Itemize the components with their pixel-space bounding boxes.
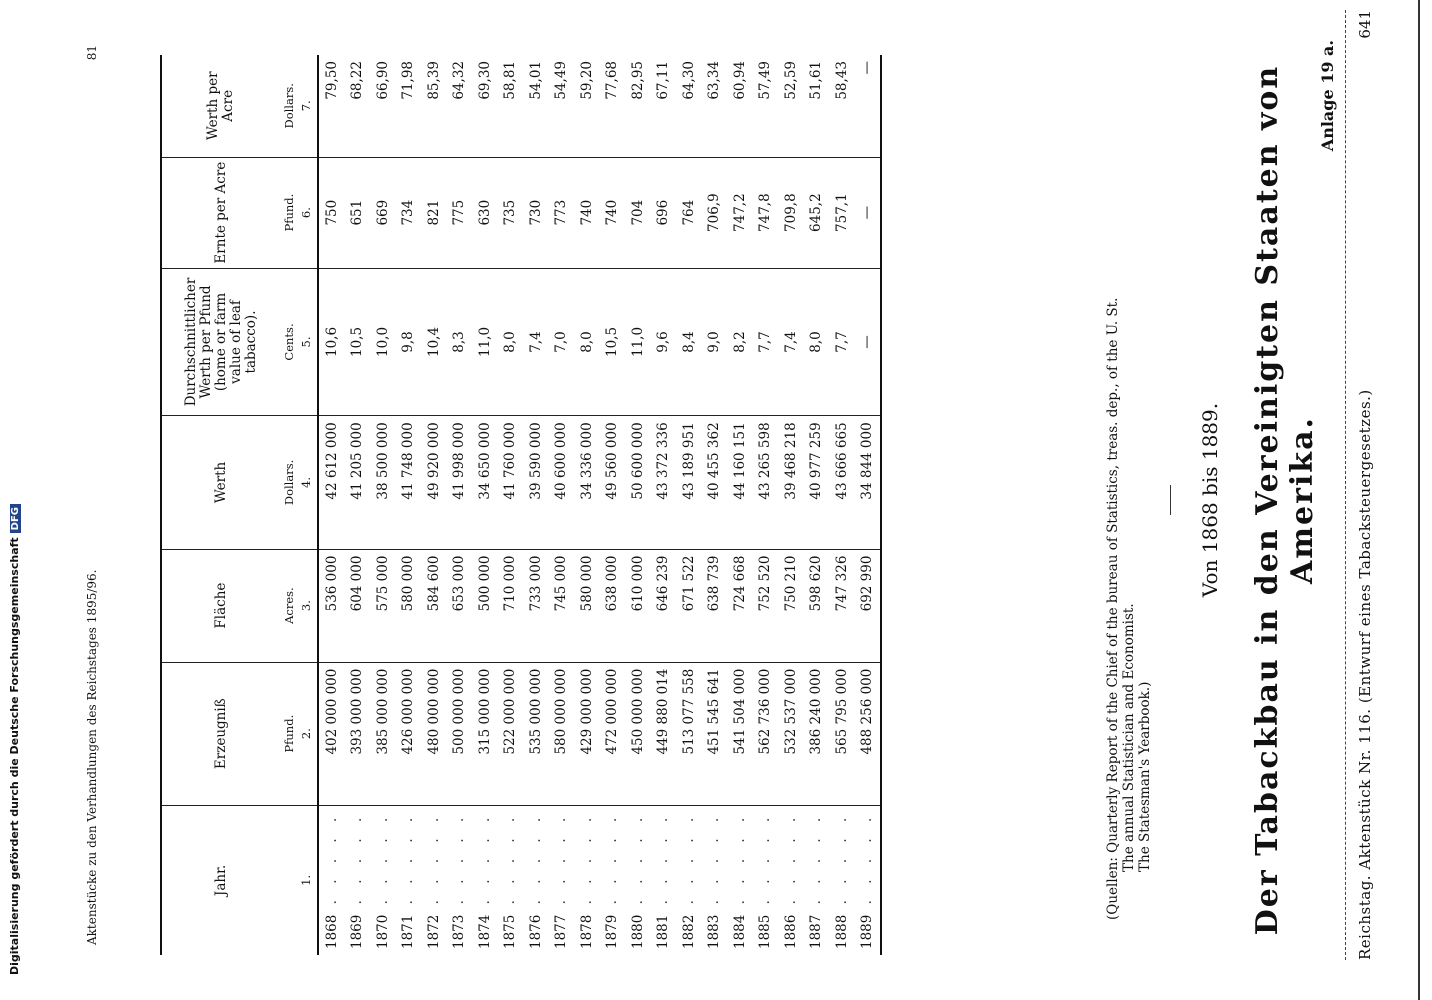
table-cell: 49 560 000 bbox=[600, 416, 626, 549]
table-cell: 7,4 bbox=[523, 268, 549, 416]
table-cell: 40 977 259 bbox=[804, 416, 830, 549]
year-cell: 1884 . . . . . bbox=[731, 811, 748, 949]
table-cell: 60,94 bbox=[727, 55, 753, 157]
page-subtitle: Von 1868 bis 1889. bbox=[1198, 402, 1222, 598]
table-units-row bbox=[280, 55, 299, 955]
table-cell: 750 210 bbox=[778, 549, 804, 662]
table-cell: — bbox=[855, 157, 882, 268]
col-header-yield: Ernte per Acre bbox=[161, 157, 280, 268]
table-cell: 764 bbox=[676, 157, 702, 268]
dot-leader: . . . . . bbox=[782, 811, 799, 915]
table-row bbox=[855, 55, 882, 955]
table-cell: 449 880 014 bbox=[651, 662, 677, 805]
unit-label: Acres. bbox=[280, 549, 299, 662]
dot-leader: . . . . . bbox=[451, 811, 468, 915]
dot-leader: . . . . . bbox=[655, 811, 672, 915]
col-header-production: Erzeugniß bbox=[161, 662, 280, 805]
table-cell: 584 600 bbox=[421, 549, 447, 662]
year-cell: 1871 . . . . . bbox=[400, 811, 417, 949]
table-cell: 645,2 bbox=[804, 157, 830, 268]
table-cell: 604 000 bbox=[345, 549, 371, 662]
table-cell: 41 998 000 bbox=[447, 416, 473, 549]
table-cell: 402 000 000 bbox=[318, 662, 345, 805]
table-cell: 472 000 000 bbox=[600, 662, 626, 805]
table-colnum-row bbox=[299, 55, 318, 955]
table-cell: 8,2 bbox=[727, 268, 753, 416]
year-cell: 1889 . . . . . bbox=[859, 811, 876, 949]
unit-label: Dollars. bbox=[280, 55, 299, 157]
table-cell: 57,49 bbox=[753, 55, 779, 157]
table-cell: 69,30 bbox=[472, 55, 498, 157]
table-cell: 522 000 000 bbox=[498, 662, 524, 805]
table-cell: 54,49 bbox=[549, 55, 575, 157]
dot-leader: . . . . . bbox=[425, 811, 442, 915]
table-cell: 49 920 000 bbox=[421, 416, 447, 549]
table-cell: 535 000 000 bbox=[523, 662, 549, 805]
table-cell: 77,68 bbox=[600, 55, 626, 157]
year-cell: 1885 . . . . . bbox=[757, 811, 774, 949]
table-cell: 8,0 bbox=[804, 268, 830, 416]
year-cell: 1883 . . . . . bbox=[706, 811, 723, 949]
table-cell: 747 326 bbox=[829, 549, 855, 662]
table-cell: 580 000 000 bbox=[549, 662, 575, 805]
table-body bbox=[318, 55, 881, 955]
table-cell: 773 bbox=[549, 157, 575, 268]
table-cell: 10,5 bbox=[600, 268, 626, 416]
table-cell: 63,34 bbox=[702, 55, 728, 157]
table-cell: 40 455 362 bbox=[702, 416, 728, 549]
table-cell: 64,32 bbox=[447, 55, 473, 157]
year-cell: 1876 . . . . . bbox=[527, 811, 544, 949]
dot-leader: . . . . . bbox=[502, 811, 519, 915]
column-number: 5. bbox=[299, 268, 318, 416]
table-cell: 426 000 000 bbox=[396, 662, 422, 805]
table-cell: 8,4 bbox=[676, 268, 702, 416]
table-cell: 740 bbox=[600, 157, 626, 268]
column-number: 2. bbox=[299, 662, 318, 805]
table-cell: 8,3 bbox=[447, 268, 473, 416]
dot-leader: . . . . . bbox=[578, 811, 595, 915]
table-cell: 386 240 000 bbox=[804, 662, 830, 805]
column-number: 7. bbox=[299, 55, 318, 157]
page-footer bbox=[85, 45, 99, 945]
table-cell: 54,01 bbox=[523, 55, 549, 157]
table-cell: 52,59 bbox=[778, 55, 804, 157]
year-cell: 1869 . . . . . bbox=[349, 811, 366, 949]
table-cell: 10,4 bbox=[421, 268, 447, 416]
table-row bbox=[804, 55, 830, 955]
table-row bbox=[600, 55, 626, 955]
table-cell: 43 265 598 bbox=[753, 416, 779, 549]
unit-label: Pfund. bbox=[280, 157, 299, 268]
table-cell: 7,0 bbox=[549, 268, 575, 416]
table-cell: 10,0 bbox=[370, 268, 396, 416]
tobacco-table bbox=[160, 55, 882, 955]
running-header bbox=[1356, 10, 1374, 960]
table-cell: 575 000 bbox=[370, 549, 396, 662]
table-cell: 669 bbox=[370, 157, 396, 268]
table-cell: 480 000 000 bbox=[421, 662, 447, 805]
table-cell: 9,8 bbox=[396, 268, 422, 416]
table-cell: 513 077 558 bbox=[676, 662, 702, 805]
table-cell: 8,0 bbox=[574, 268, 600, 416]
table-row bbox=[421, 55, 447, 955]
table-cell: 646 239 bbox=[651, 549, 677, 662]
footer-left-text: Aktenstücke zu den Verhandlungen des Reichstages 1895/96. bbox=[85, 569, 99, 945]
dot-leader: . . . . . bbox=[833, 811, 850, 915]
table-cell: 757,1 bbox=[829, 157, 855, 268]
table-cell: 638 739 bbox=[702, 549, 728, 662]
table-row bbox=[676, 55, 702, 955]
table-row bbox=[447, 55, 473, 955]
dot-leader: . . . . . bbox=[731, 811, 748, 915]
source-line: The annual Statistician and Economist. bbox=[1121, 603, 1137, 872]
table-cell: 41 748 000 bbox=[396, 416, 422, 549]
dot-leader: . . . . . bbox=[680, 811, 697, 915]
table-cell: 775 bbox=[447, 157, 473, 268]
dot-leader: . . . . . bbox=[349, 811, 366, 915]
year-cell: 1882 . . . . . bbox=[680, 811, 697, 949]
table-cell: 638 000 bbox=[600, 549, 626, 662]
col-header-value-per-acre: Werth per Acre bbox=[161, 55, 280, 157]
table-cell: 7,7 bbox=[753, 268, 779, 416]
column-number: 3. bbox=[299, 549, 318, 662]
table-cell: 58,81 bbox=[498, 55, 524, 157]
table-cell: 41 205 000 bbox=[345, 416, 371, 549]
table-cell: 40 600 000 bbox=[549, 416, 575, 549]
table-cell: 42 612 000 bbox=[318, 416, 345, 549]
table-cell: 451 545 641 bbox=[702, 662, 728, 805]
year-cell: 1870 . . . . . bbox=[374, 811, 391, 949]
column-number: 6. bbox=[299, 157, 318, 268]
table-cell: 692 990 bbox=[855, 549, 882, 662]
table-cell: 11,0 bbox=[472, 268, 498, 416]
year-cell: 1879 . . . . . bbox=[604, 811, 621, 949]
table-cell: 59,20 bbox=[574, 55, 600, 157]
table-cell: 9,0 bbox=[702, 268, 728, 416]
dot-leader: . . . . . bbox=[757, 811, 774, 915]
source-line: (Quellen: Quarterly Report of the Chief of the bureau of Statistics, treas. dep., of the U. St. bbox=[1105, 297, 1121, 920]
table-row bbox=[396, 55, 422, 955]
dot-leader: . . . . . bbox=[374, 811, 391, 915]
table-cell: 44 160 151 bbox=[727, 416, 753, 549]
table-cell: 11,0 bbox=[625, 268, 651, 416]
dfg-logo-badge: DFG bbox=[10, 504, 21, 533]
year-cell: 1873 . . . . . bbox=[451, 811, 468, 949]
dot-leader: . . . . . bbox=[706, 811, 723, 915]
dot-leader: . . . . . bbox=[859, 811, 876, 915]
table-row bbox=[753, 55, 779, 955]
table-cell: 393 000 000 bbox=[345, 662, 371, 805]
table-cell: 50 600 000 bbox=[625, 416, 651, 549]
col-header-year: Jahr. bbox=[212, 864, 229, 897]
table-row bbox=[727, 55, 753, 955]
year-cell: 1874 . . . . . bbox=[476, 811, 493, 949]
table-row bbox=[651, 55, 677, 955]
col-header-avg-value: Durchschnittlicher Werth per Pfund (home or farm value of leaf tabacco). bbox=[161, 268, 280, 416]
year-cell: 1868 . . . . . bbox=[323, 811, 340, 949]
table-cell: 51,61 bbox=[804, 55, 830, 157]
table-row bbox=[778, 55, 804, 955]
table-cell: 565 795 000 bbox=[829, 662, 855, 805]
year-cell: 1881 . . . . . bbox=[655, 811, 672, 949]
table-cell: 821 bbox=[421, 157, 447, 268]
table-cell: 34 844 000 bbox=[855, 416, 882, 549]
dot-leader: . . . . . bbox=[476, 811, 493, 915]
table-cell: 10,6 bbox=[318, 268, 345, 416]
column-number: 1. bbox=[299, 805, 318, 955]
year-cell: 1875 . . . . . bbox=[502, 811, 519, 949]
table-cell: 43 372 336 bbox=[651, 416, 677, 549]
table-cell: 734 bbox=[396, 157, 422, 268]
header-rule bbox=[1345, 10, 1347, 960]
table-header-row bbox=[161, 55, 280, 955]
dot-leader: . . . . . bbox=[527, 811, 544, 915]
table-cell: 696 bbox=[651, 157, 677, 268]
table-cell: 706,9 bbox=[702, 157, 728, 268]
table-cell: 9,6 bbox=[651, 268, 677, 416]
digitization-note bbox=[8, 504, 21, 975]
table-cell: 34 650 000 bbox=[472, 416, 498, 549]
table-cell: 71,98 bbox=[396, 55, 422, 157]
table-cell: 38 500 000 bbox=[370, 416, 396, 549]
table-cell: 34 336 000 bbox=[574, 416, 600, 549]
table-cell: 8,0 bbox=[498, 268, 524, 416]
table-cell: 66,90 bbox=[370, 55, 396, 157]
table-row bbox=[472, 55, 498, 955]
table-cell: 735 bbox=[498, 157, 524, 268]
table-cell: 450 000 000 bbox=[625, 662, 651, 805]
table-cell: — bbox=[855, 268, 882, 416]
table-cell: 610 000 bbox=[625, 549, 651, 662]
unit-label bbox=[280, 805, 299, 955]
table-row bbox=[498, 55, 524, 955]
table-cell: 10,5 bbox=[345, 268, 371, 416]
dot-leader: . . . . . bbox=[629, 811, 646, 915]
footer-page-number: 81 bbox=[85, 45, 99, 61]
table-row bbox=[523, 55, 549, 955]
digitization-text: Digitalisierung gefördert durch die Deutsche Forschungsgemeinschaft bbox=[8, 537, 21, 975]
table-cell: 41 760 000 bbox=[498, 416, 524, 549]
dot-leader: . . . . . bbox=[323, 811, 340, 915]
dot-leader: . . . . . bbox=[553, 811, 570, 915]
table-cell: 7,7 bbox=[829, 268, 855, 416]
table-row bbox=[318, 55, 345, 955]
dot-leader: . . . . . bbox=[604, 811, 621, 915]
source-line: The Statesman's Yearbook.) bbox=[1137, 681, 1153, 872]
table-cell: 64,30 bbox=[676, 55, 702, 157]
table-cell: 745 000 bbox=[549, 549, 575, 662]
table-cell: 532 537 000 bbox=[778, 662, 804, 805]
page-edge bbox=[1418, 0, 1420, 1000]
table-cell: 598 620 bbox=[804, 549, 830, 662]
year-cell: 1877 . . . . . bbox=[553, 811, 570, 949]
unit-label: Pfund. bbox=[280, 662, 299, 805]
table-row bbox=[574, 55, 600, 955]
table-cell: 43 189 951 bbox=[676, 416, 702, 549]
page-number: 641 bbox=[1356, 10, 1374, 39]
table-cell: 39 590 000 bbox=[523, 416, 549, 549]
table-cell: 58,43 bbox=[829, 55, 855, 157]
dot-leader: . . . . . bbox=[400, 811, 417, 915]
unit-label: Dollars. bbox=[280, 416, 299, 549]
column-number: 4. bbox=[299, 416, 318, 549]
table-cell: 429 000 000 bbox=[574, 662, 600, 805]
table-cell: 750 bbox=[318, 157, 345, 268]
appendix-label: Anlage 19 a. bbox=[1318, 40, 1337, 152]
table-cell: 740 bbox=[574, 157, 600, 268]
table-cell: 710 000 bbox=[498, 549, 524, 662]
table-cell: 733 000 bbox=[523, 549, 549, 662]
page-title: Der Tabackbau in den Vereinigten Staaten von Amerika. bbox=[1250, 64, 1320, 936]
table-cell: 651 bbox=[345, 157, 371, 268]
year-cell: 1880 . . . . . bbox=[629, 811, 646, 949]
table-row bbox=[370, 55, 396, 955]
table-cell: 747,2 bbox=[727, 157, 753, 268]
table-cell: 536 000 bbox=[318, 549, 345, 662]
table-cell: 85,39 bbox=[421, 55, 447, 157]
table-cell: — bbox=[855, 55, 882, 157]
table-cell: 752 520 bbox=[753, 549, 779, 662]
table-cell: 580 000 bbox=[574, 549, 600, 662]
table-row bbox=[549, 55, 575, 955]
col-header-value: Werth bbox=[161, 416, 280, 549]
table-cell: 500 000 bbox=[472, 549, 498, 662]
table-cell: 653 000 bbox=[447, 549, 473, 662]
table-row bbox=[829, 55, 855, 955]
table-cell: 709,8 bbox=[778, 157, 804, 268]
table-cell: 82,95 bbox=[625, 55, 651, 157]
year-cell: 1888 . . . . . bbox=[833, 811, 850, 949]
table-cell: 562 736 000 bbox=[753, 662, 779, 805]
year-cell: 1872 . . . . . bbox=[425, 811, 442, 949]
table-cell: 385 000 000 bbox=[370, 662, 396, 805]
table-cell: 730 bbox=[523, 157, 549, 268]
table-cell: 488 256 000 bbox=[855, 662, 882, 805]
col-header-area: Fläche bbox=[161, 549, 280, 662]
table-cell: 43 666 665 bbox=[829, 416, 855, 549]
sources-block bbox=[1105, 60, 1153, 920]
table-cell: 671 522 bbox=[676, 549, 702, 662]
table-cell: 68,22 bbox=[345, 55, 371, 157]
table-row bbox=[625, 55, 651, 955]
table-cell: 79,50 bbox=[318, 55, 345, 157]
table-cell: 630 bbox=[472, 157, 498, 268]
table-cell: 704 bbox=[625, 157, 651, 268]
table-cell: 747,8 bbox=[753, 157, 779, 268]
year-cell: 1878 . . . . . bbox=[578, 811, 595, 949]
table-cell: 580 000 bbox=[396, 549, 422, 662]
year-cell: 1887 . . . . . bbox=[808, 811, 825, 949]
dot-leader: . . . . . bbox=[808, 811, 825, 915]
year-cell: 1886 . . . . . bbox=[782, 811, 799, 949]
table-row bbox=[702, 55, 728, 955]
header-left-text: Reichstag. Aktenstück Nr. 116. (Entwurf eines Tabacksteuergesetzes.) bbox=[1356, 389, 1374, 960]
divider bbox=[1170, 485, 1171, 515]
table-cell: 500 000 000 bbox=[447, 662, 473, 805]
table-cell: 67,11 bbox=[651, 55, 677, 157]
table-cell: 7,4 bbox=[778, 268, 804, 416]
table-cell: 39 468 218 bbox=[778, 416, 804, 549]
table-cell: 724 668 bbox=[727, 549, 753, 662]
unit-label: Cents. bbox=[280, 268, 299, 416]
table-cell: 541 504 000 bbox=[727, 662, 753, 805]
table-cell: 315 000 000 bbox=[472, 662, 498, 805]
table-row bbox=[345, 55, 371, 955]
